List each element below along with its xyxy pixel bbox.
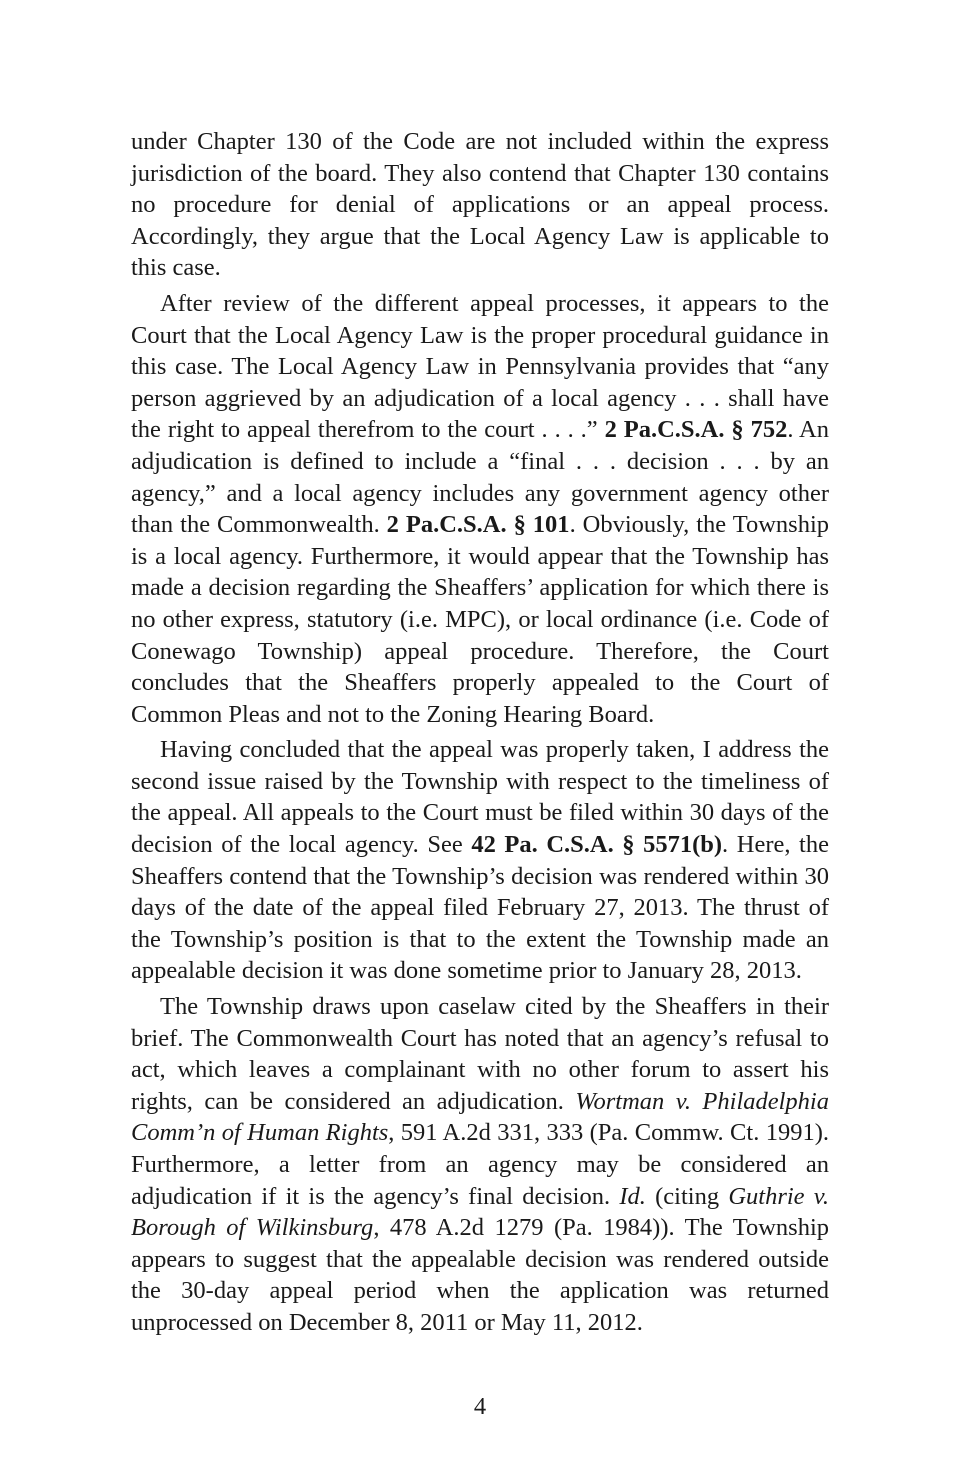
statute-citation: 2 Pa.C.S.A. § 101 — [386, 511, 570, 539]
statute-citation: 42 Pa. C.S.A. § 5571(b) — [471, 831, 723, 859]
case-citation: Id. — [619, 1182, 646, 1210]
text-run: . Here, the Sheaffers contend that the Township’s decision was rendered within 30 days of the date of the appeal filed February 27, 2013. The thrust of the Township’s position is that to the extent the Township made an appealable decision it was done sometime prior to January 28, 2013. — [131, 831, 829, 985]
paragraph — [131, 288, 829, 730]
text-run: . Obviously, the Township is a local agency. Furthermore, it would appear that the Township has made a decision regarding the Sheaffers’ application for which there is no other express, statutory (i.e. MPC), or local ordinance (i.e. Code of Conewago Township) appeal procedure. Therefore, the Court concludes that the Sheaffers properly appealed to the Court of Common Pleas and not to the Zoning Hearing Board. — [131, 511, 830, 728]
text-run: , 591 A.2d 331, 333 (Pa. Commw. Ct. 1991). Furthermore, a letter from an agency may be considered an adjudication if it is the agency’s final decision. — [131, 1119, 829, 1210]
text-run: Having concluded that the appeal was properly taken, I address the second issue raised by the Township with respect to the timeliness of the appeal. All appeals to the Court must be filed within 30 days of the decision of the local agency. See — [131, 736, 829, 859]
text-run: The Township draws upon caselaw cited by the Sheaffers in their brief. The Commonwealth Court has noted that an agency’s refusal to act, which leaves a complainant with no other forum to assert his rights, can be considered an adjudication. — [131, 993, 829, 1115]
statute-citation: 2 Pa.C.S.A. § 752 — [604, 416, 788, 444]
text-run: After review of the different appeal processes, it appears to the Court that the Local Agency Law is the proper procedural guidance in this case. The Local Agency Law in Pennsylvania provides that “any person aggrieved by an adjudication of a local agency . . . shall have the right to appeal therefrom to the court . . . .” — [131, 289, 829, 444]
text-run: . An adjudication is defined to include a “final . . . decision . . . by an agency,” and a local agency includes any government agency other than the Commonwealth. — [131, 416, 830, 539]
paragraph — [131, 734, 829, 987]
document-body — [131, 126, 829, 1343]
paragraph — [131, 126, 829, 284]
page-number: 4 — [473, 1393, 487, 1420]
paragraph — [131, 991, 829, 1339]
case-citation: Guthrie v. Borough of Wilkinsburg — [131, 1182, 829, 1242]
text-run: (citing — [645, 1182, 729, 1210]
text-run: under Chapter 130 of the Code are not included within the express jurisdiction of the board. They also contend that Chapter 130 contains no procedure for denial of applications or an appeal process. Accordingly, they argue that the Local Agency Law is applicable to this case. — [131, 128, 829, 282]
case-citation: Wortman v. Philadelphia Comm’n of Human Rights — [131, 1087, 829, 1147]
text-run: , 478 A.2d 1279 (Pa. 1984)). The Township appears to suggest that the appealable decision was rendered outside the 30-day appeal period when the application was returned unprocessed on December 8, 2011 or May 11, 2012. — [131, 1214, 829, 1336]
